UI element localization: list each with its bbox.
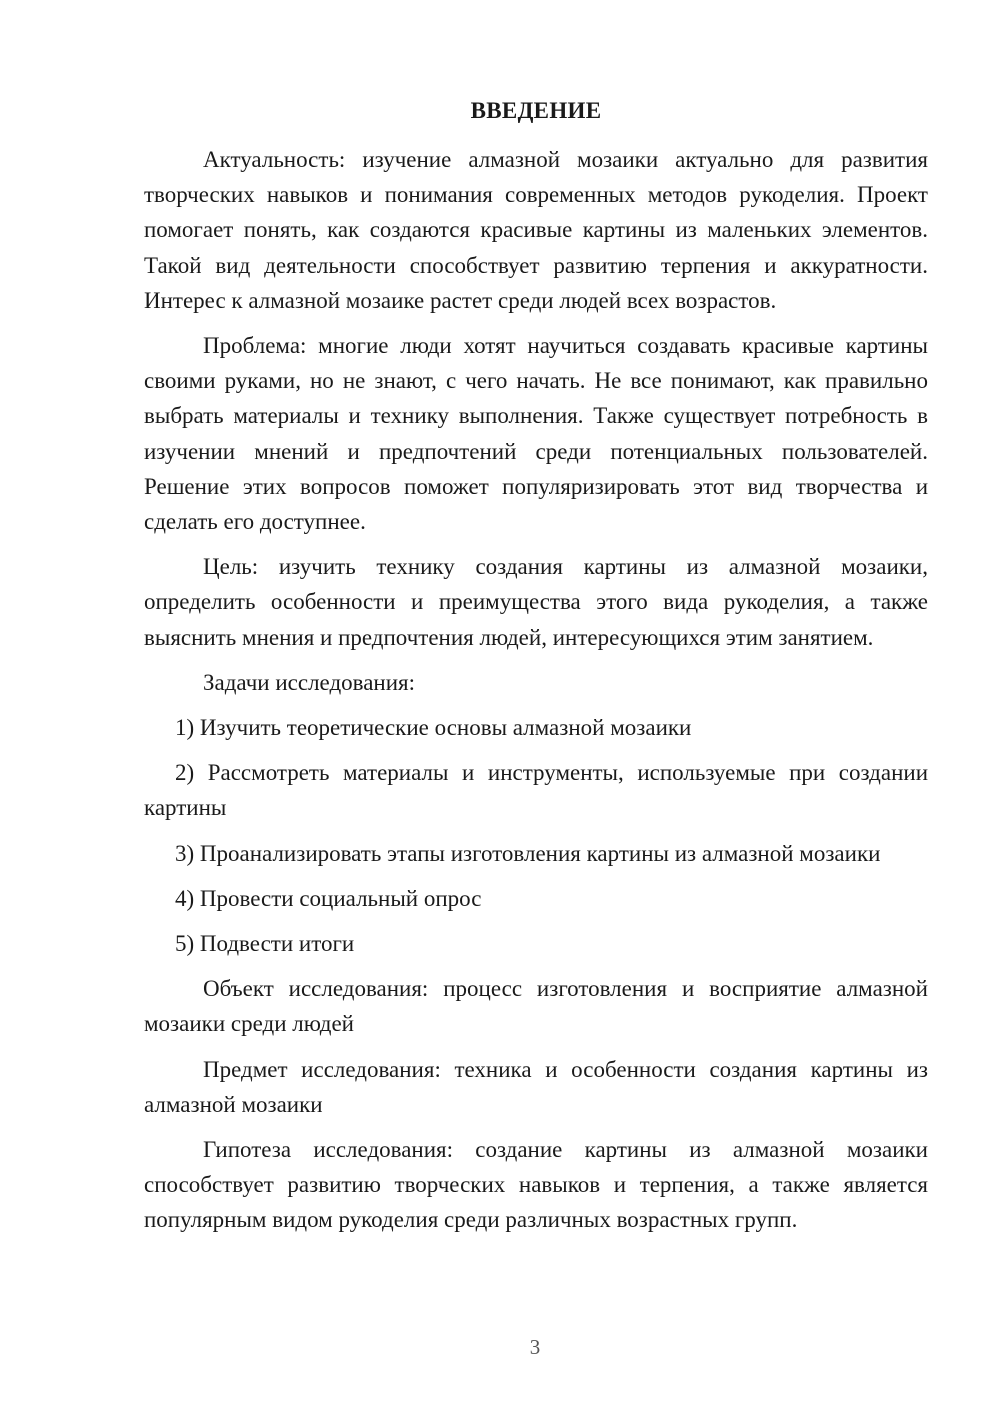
paragraph-goal: Цель: изучить технику создания картины из алмазной мозаики, определить особенности и преимущества этого вида рукоделия, а также выяснить мнения и предпочтения людей, интересующихся этим занятием. (144, 554, 928, 650)
paragraph-hypothesis: Гипотеза исследования: создание картины из алмазной мозаики способствует развитию творческих навыков и терпения, а также является популярным видом рукоделия среди различных возрастных групп. (144, 1137, 928, 1233)
task-item-4: 4) Провести социальный опрос (175, 885, 482, 911)
tasks-heading: Задачи исследования: (203, 669, 416, 695)
document-body (144, 142, 928, 1238)
task-item-5: 5) Подвести итоги (175, 931, 355, 957)
paragraph-problem: Проблема: многие люди хотят научиться создавать красивые картины своими руками, но не знают, с чего начать. Не все понимают, как правильно выбрать материалы и технику выполнения. Также существует потребность в изучении мнений и предпочтений среди потенциальных пользователей. Решение этих вопросов поможет популяризировать этот вид творчества и сделать его доступнее. (144, 333, 928, 535)
paragraph-subject: Предмет исследования: техника и особенности создания картины из алмазной мозаики (144, 1056, 928, 1117)
paragraph-object: Объект исследования: процесс изготовления и восприятие алмазной мозаики среди людей (144, 976, 928, 1037)
task-item-1: 1) Изучить теоретические основы алмазной мозаики (175, 715, 692, 741)
page-title: ВВЕДЕНИЕ (470, 98, 602, 123)
task-item-3: 3) Проанализировать этапы изготовления картины из алмазной мозаики (175, 840, 881, 866)
page-number: 3 (529, 1335, 541, 1359)
paragraph-relevance: Актуальность: изучение алмазной мозаики актуально для развития творческих навыков и понимания современных методов рукоделия. Проект помогает понять, как создаются красивые картины из маленьких элементов. Такой вид деятельности способствует развитию терпения и аккуратности. Интерес к алмазной мозаике растет среди людей всех возрастов. (144, 147, 928, 313)
task-item-2: 2) Рассмотреть материалы и инструменты, используемые при создании картины (144, 760, 928, 821)
